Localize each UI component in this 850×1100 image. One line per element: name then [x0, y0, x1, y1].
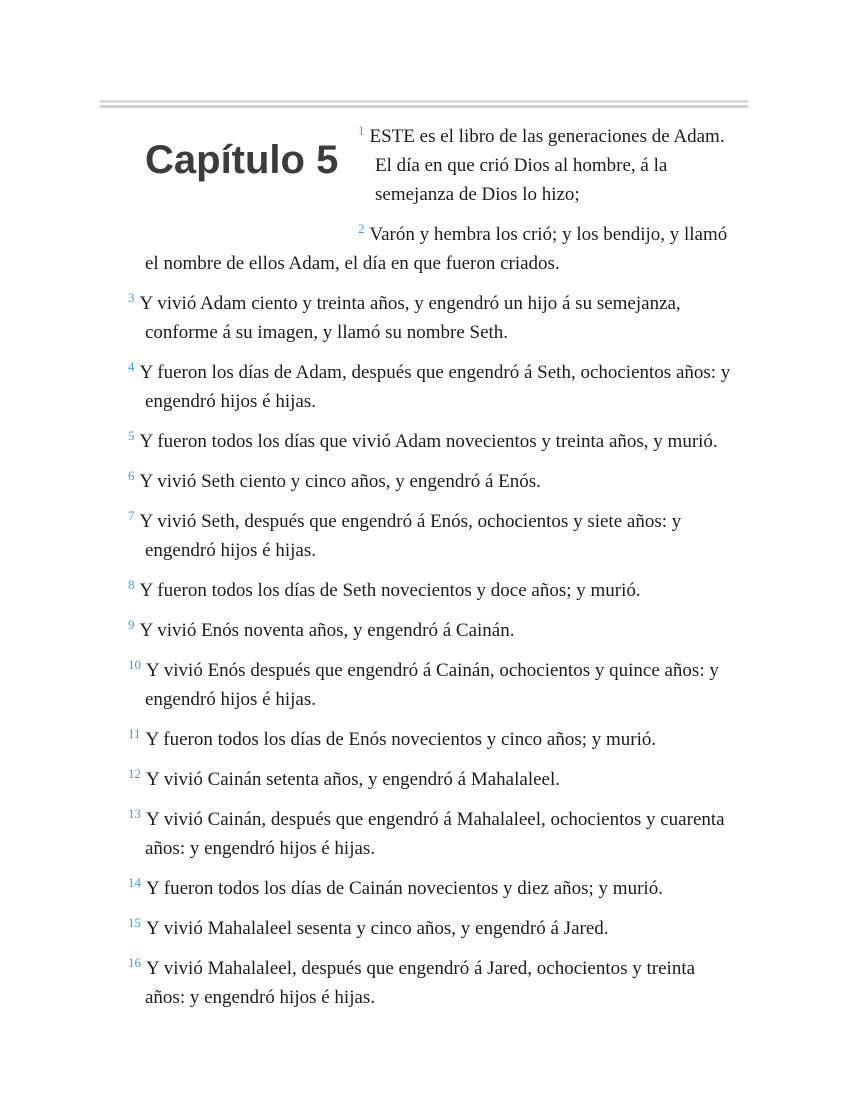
verse-8: $^8$ Y fueron todos los días de Seth novecientos y doce años; y murió.: [128, 576, 641, 601]
chapter-title: Capítulo 5: [145, 138, 339, 182]
verse-5: $^5$ Y fueron todos los días que vivió Adam novecientos y treinta años, y murió.: [128, 427, 718, 452]
verse-list: [128, 122, 732, 1012]
verse-number: 2: [358, 220, 365, 236]
verse-number: 16: [128, 954, 141, 970]
verse-2: $^2$ Varón y hembra los crió; y los bendijo, y llamó el nombre de ellos Adam, el día en que fueron criados.: [145, 220, 728, 274]
verse-number: 6: [128, 467, 135, 483]
verse-number: 14: [128, 874, 141, 890]
verse-16: $^{16}$ Y vivió Mahalaleel, después que engendró á Jared, ochocientos y treinta años: y engendró hijos é hijas.: [128, 954, 696, 1008]
verse-number: 4: [128, 358, 135, 374]
section-divider: [100, 100, 748, 108]
verse-9: $^9$ Y vivió Enós noventa años, y engendró á Cainán.: [128, 616, 515, 641]
verse-number: 11: [128, 725, 141, 741]
verse-number: 3: [128, 289, 135, 305]
verse-number: 7: [128, 507, 135, 523]
verse-1: $^1$ ESTE es el libro de las generaciones de Adam. El día en que crió Dios al hombre, á la semejanza de Dios lo hizo;: [358, 122, 725, 205]
verse-14: $^{14}$ Y fueron todos los días de Cainán novecientos y diez años; y murió.: [128, 874, 663, 899]
verse-12: $^{12}$ Y vivió Cainán setenta años, y engendró á Mahalaleel.: [128, 765, 560, 790]
verse-13: $^{13}$ Y vivió Cainán, después que engendró á Mahalaleel, ochocientos y cuarenta años: y engendró hijos é hijas.: [128, 805, 725, 859]
verse-number: 8: [128, 576, 135, 592]
verse-number: 15: [128, 914, 141, 930]
verse-4: $^4$ Y fueron los días de Adam, después que engendró á Seth, ochocientos años: y engendró hijos é hijas.: [128, 358, 731, 412]
verse-15: $^{15}$ Y vivió Mahalaleel sesenta y cinco años, y engendró á Jared.: [128, 914, 609, 939]
chapter-content: [128, 122, 732, 1012]
verse-6: $^6$ Y vivió Seth ciento y cinco años, y engendró á Enós.: [128, 467, 541, 492]
verse-10: $^{10}$ Y vivió Enós después que engendró á Cainán, ochocientos y quince años: y engendró hijos é hijas.: [128, 656, 719, 710]
verse-number: 5: [128, 427, 135, 443]
verse-number: 10: [128, 656, 141, 672]
verse-11: $^{11}$ Y fueron todos los días de Enós novecientos y cinco años; y murió.: [128, 725, 657, 750]
verse-number: 12: [128, 765, 141, 781]
verse-number: 9: [128, 616, 135, 632]
verse-7: $^7$ Y vivió Seth, después que engendró á Enós, ochocientos y siete años: y engendró hijos é hijas.: [128, 507, 682, 561]
verse-number: 13: [128, 805, 141, 821]
verse-number: 1: [358, 122, 365, 138]
verse-3: $^3$ Y vivió Adam ciento y treinta años, y engendró un hijo á su semejanza, conforme á su imagen, y llamó su nombre Seth.: [128, 289, 681, 343]
